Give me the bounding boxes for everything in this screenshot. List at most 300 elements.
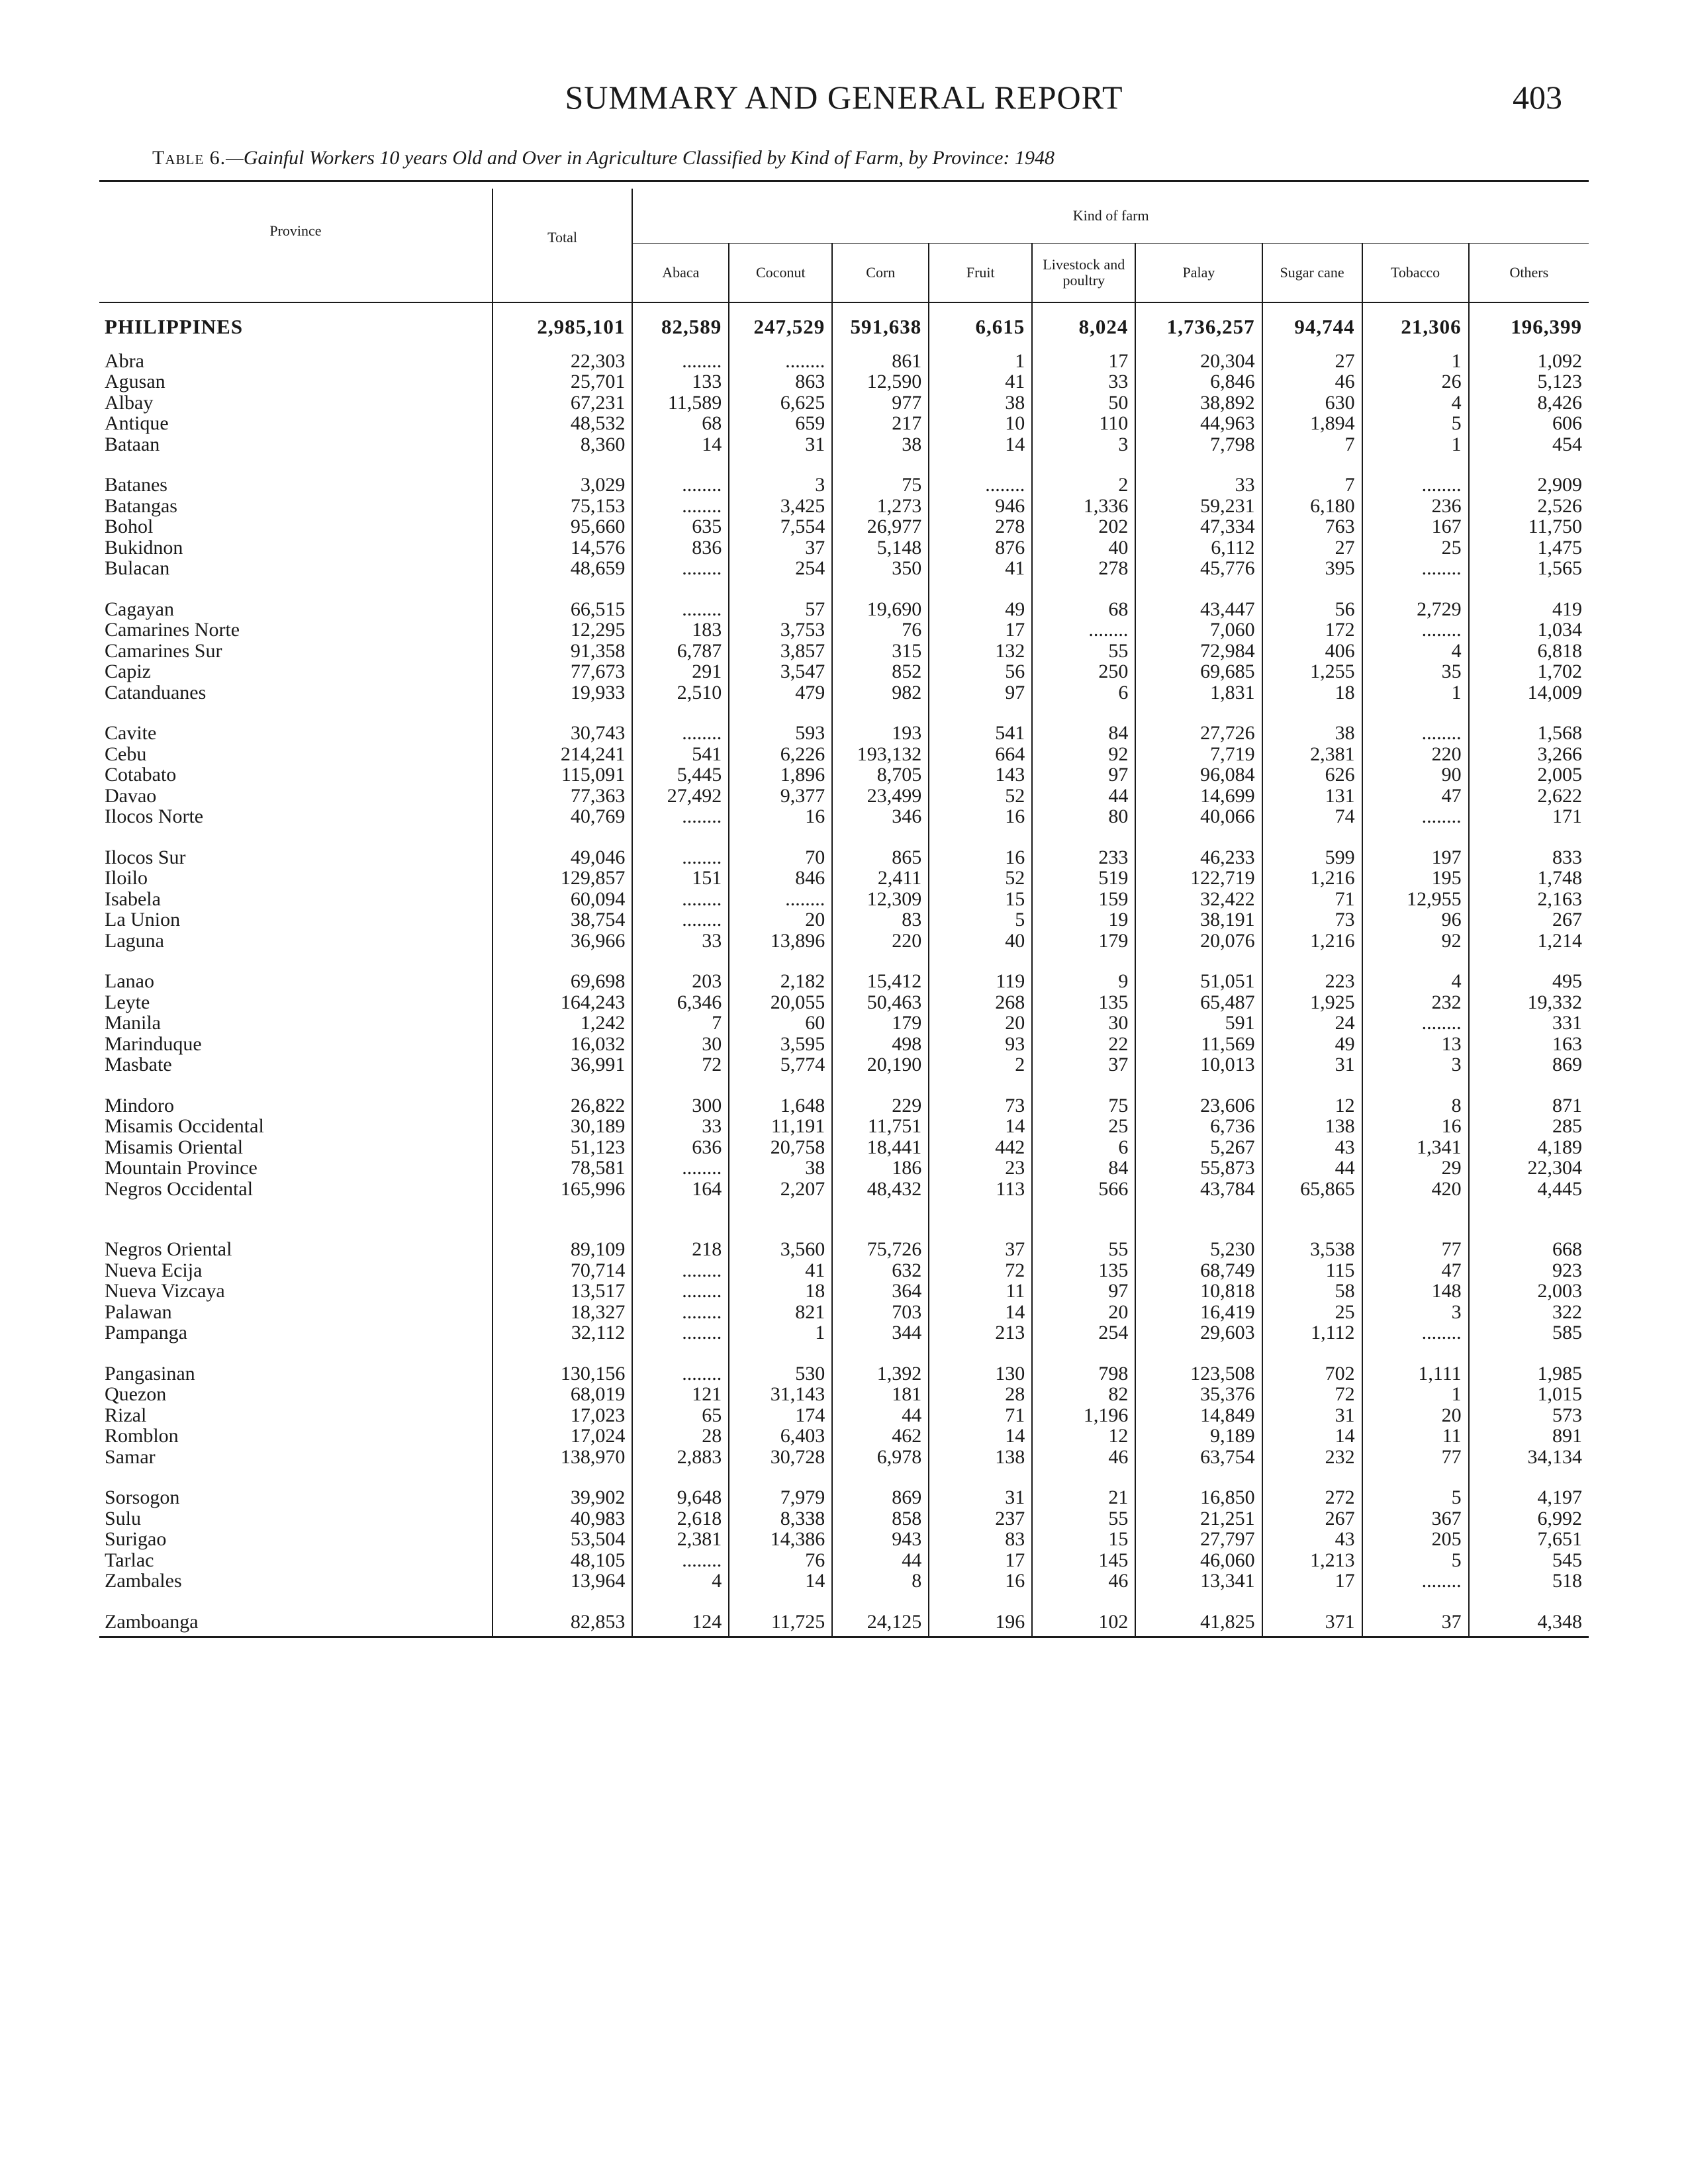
farm-count-cell: 763 <box>1262 516 1362 537</box>
farm-count-cell: 56 <box>1262 599 1362 620</box>
farm-count-cell: 40 <box>929 931 1032 952</box>
farm-count-cell: 846 <box>729 868 832 889</box>
farm-count-cell: 93 <box>929 1034 1032 1055</box>
total-cell: 70,714 <box>492 1260 632 1281</box>
farm-count-cell: 6 <box>1032 682 1135 704</box>
farm-count-cell: 205 <box>1362 1529 1469 1550</box>
farm-count-cell: 25 <box>1362 537 1469 559</box>
spacer-cell <box>99 1075 492 1095</box>
province-name: Zamboanga <box>99 1612 492 1637</box>
province-name: Marinduque <box>105 1032 202 1055</box>
farm-count-cell: ........ <box>1362 1322 1469 1343</box>
farm-count-cell: 77 <box>1362 1239 1469 1260</box>
farm-count-cell: 3,547 <box>729 661 832 682</box>
farm-count-cell: 11 <box>1362 1426 1469 1447</box>
farm-count-cell: 278 <box>929 516 1032 537</box>
farm-count-cell: 876 <box>929 537 1032 559</box>
farm-count-cell: 135 <box>1032 1260 1135 1281</box>
farm-count-cell: ........ <box>632 475 729 496</box>
farm-count-cell: ........ <box>632 1550 729 1571</box>
farm-count-cell: 138 <box>1262 1116 1362 1137</box>
farm-count-cell: 47 <box>1362 1260 1469 1281</box>
province-name: Quezon <box>105 1383 167 1405</box>
farm-count-cell: 220 <box>832 931 929 952</box>
farm-count-cell: ........ <box>632 889 729 910</box>
data-table <box>99 189 1589 1638</box>
farm-count-cell: 60 <box>729 1013 832 1034</box>
farm-count-cell: 2,526 <box>1469 496 1589 517</box>
farm-count-cell: 32,422 <box>1135 889 1262 910</box>
farm-count-cell: 55 <box>1032 1239 1135 1260</box>
spacer-cell <box>1469 1343 1589 1363</box>
province-name: Misamis Occidental <box>105 1115 264 1137</box>
farm-count-cell: 1,214 <box>1469 931 1589 952</box>
province-name: Capiz <box>105 660 151 682</box>
farm-count-cell: 1,648 <box>729 1095 832 1116</box>
farm-count-cell: 193 <box>832 723 929 744</box>
farm-count-cell: 7,651 <box>1469 1529 1589 1550</box>
farm-count-cell: 237 <box>929 1508 1032 1529</box>
total-cell: 75,153 <box>492 496 632 517</box>
farm-count-cell: ........ <box>632 1158 729 1179</box>
spacer-cell <box>1469 1199 1589 1239</box>
farm-count-cell: 6,615 <box>929 302 1032 351</box>
farm-count-cell: ........ <box>632 847 729 868</box>
province-name: Pangasinan <box>105 1362 195 1385</box>
farm-count-cell: 5 <box>1362 1550 1469 1571</box>
farm-count-cell: 573 <box>1469 1405 1589 1426</box>
total-cell: 214,241 <box>492 744 632 765</box>
farm-count-cell: 232 <box>1262 1447 1362 1468</box>
total-cell: 30,189 <box>492 1116 632 1137</box>
total-cell: 77,673 <box>492 661 632 682</box>
farm-count-cell: 50,463 <box>832 992 929 1013</box>
farm-count-cell: 121 <box>632 1384 729 1405</box>
farm-count-cell: 1,896 <box>729 764 832 786</box>
spacer-cell <box>99 827 492 847</box>
farm-count-cell: 44 <box>1262 1158 1362 1179</box>
spacer-cell <box>632 1075 729 1095</box>
farm-count-cell: 145 <box>1032 1550 1135 1571</box>
farm-count-cell: 4,445 <box>1469 1179 1589 1200</box>
farm-count-cell: 2,207 <box>729 1179 832 1200</box>
farm-count-cell: 10,013 <box>1135 1054 1262 1075</box>
total-cell: 25,701 <box>492 371 632 392</box>
total-cell: 78,581 <box>492 1158 632 1179</box>
farm-count-cell: 19,690 <box>832 599 929 620</box>
province-row <box>99 1116 1589 1137</box>
spacer-cell <box>929 827 1032 847</box>
kind-header-palay: Palay <box>1135 244 1262 303</box>
farm-count-cell: 591 <box>1135 1013 1262 1034</box>
farm-count-cell: 84 <box>1032 1158 1135 1179</box>
farm-count-cell: 44 <box>832 1550 929 1571</box>
spacer-cell <box>832 1343 929 1363</box>
farm-count-cell: 442 <box>929 1137 1032 1158</box>
total-cell: 18,327 <box>492 1302 632 1323</box>
spacer-cell <box>1032 1343 1135 1363</box>
farm-count-cell: 664 <box>929 744 1032 765</box>
farm-count-cell: 47 <box>1362 786 1469 807</box>
total-cell: 22,303 <box>492 351 632 372</box>
farm-count-cell: 545 <box>1469 1550 1589 1571</box>
farm-count-cell: 1,341 <box>1362 1137 1469 1158</box>
farm-count-cell: 865 <box>832 847 929 868</box>
farm-count-cell: 20,758 <box>729 1137 832 1158</box>
farm-count-cell: 17 <box>1262 1570 1362 1592</box>
group-spacer <box>99 579 1589 599</box>
farm-count-cell: 3,425 <box>729 496 832 517</box>
farm-count-cell: 630 <box>1262 392 1362 414</box>
farm-count-cell: 44,963 <box>1135 413 1262 434</box>
farm-count-cell: 4 <box>1362 971 1469 992</box>
total-cell: 165,996 <box>492 1179 632 1200</box>
farm-count-cell: 982 <box>832 682 929 704</box>
farm-count-cell: 593 <box>729 723 832 744</box>
province-name: Zambales <box>105 1570 182 1592</box>
farm-count-cell: 26 <box>1362 371 1469 392</box>
running-head <box>99 78 1589 124</box>
spacer-cell <box>1362 827 1469 847</box>
province-name: Bataan <box>105 433 160 455</box>
total-cell: 13,964 <box>492 1570 632 1592</box>
farm-count-cell: 2,381 <box>632 1529 729 1550</box>
farm-count-cell: 41 <box>729 1260 832 1281</box>
province-row <box>99 1322 1589 1343</box>
province-row <box>99 558 1589 579</box>
farm-count-cell: 196,399 <box>1469 302 1589 351</box>
farm-count-cell: 14,386 <box>729 1529 832 1550</box>
province-row <box>99 619 1589 641</box>
province-name: Bulacan <box>105 557 170 579</box>
spacer-cell <box>729 1199 832 1239</box>
spacer-cell <box>1135 1075 1262 1095</box>
farm-count-cell: 11,750 <box>1469 516 1589 537</box>
farm-count-cell: 171 <box>1469 806 1589 827</box>
farm-count-cell: ........ <box>632 351 729 372</box>
farm-count-cell: 71 <box>1262 889 1362 910</box>
spacer-cell <box>99 1592 492 1612</box>
farm-count-cell: 254 <box>729 558 832 579</box>
farm-count-cell: 70 <box>729 847 832 868</box>
farm-count-cell: 20 <box>729 909 832 931</box>
total-cell: 19,933 <box>492 682 632 704</box>
caption-label: Table 6. <box>152 147 226 169</box>
farm-count-cell: 419 <box>1469 599 1589 620</box>
farm-count-cell: 76 <box>832 619 929 641</box>
farm-count-cell: 97 <box>1032 1281 1135 1302</box>
province-row <box>99 1054 1589 1075</box>
spacer-cell <box>832 1199 929 1239</box>
spacer-cell <box>99 1343 492 1363</box>
province-name: Cagayan <box>105 598 174 620</box>
spacer-cell <box>1469 455 1589 475</box>
province-name: Masbate <box>105 1054 172 1075</box>
spacer-cell <box>1262 1343 1362 1363</box>
spacer-cell <box>492 1592 632 1612</box>
farm-count-cell: 27,726 <box>1135 723 1262 744</box>
farm-count-cell: 1,034 <box>1469 619 1589 641</box>
farm-count-cell: 55,873 <box>1135 1158 1262 1179</box>
province-name: Mountain Province <box>105 1157 258 1179</box>
province-name: Nueva Vizcaya <box>105 1280 225 1302</box>
farm-count-cell: 52 <box>929 786 1032 807</box>
farm-count-cell: 8,338 <box>729 1508 832 1529</box>
farm-count-cell: 1,702 <box>1469 661 1589 682</box>
province-row <box>99 1612 1589 1637</box>
farm-count-cell: 46,060 <box>1135 1550 1262 1571</box>
farm-count-cell: 44 <box>832 1405 929 1426</box>
spacer-cell <box>492 579 632 599</box>
farm-count-cell: 21,251 <box>1135 1508 1262 1529</box>
farm-count-cell: ........ <box>1362 558 1469 579</box>
farm-count-cell: 44 <box>1032 786 1135 807</box>
farm-count-cell: 90 <box>1362 764 1469 786</box>
farm-count-cell: 38 <box>729 1158 832 1179</box>
farm-count-cell: 52 <box>929 868 1032 889</box>
farm-count-cell: 1,015 <box>1469 1384 1589 1405</box>
farm-count-cell: 40,066 <box>1135 806 1262 827</box>
farm-count-cell: 59,231 <box>1135 496 1262 517</box>
spacer-cell <box>492 1199 632 1239</box>
farm-count-cell: 5 <box>1362 413 1469 434</box>
farm-count-cell: 946 <box>929 496 1032 517</box>
farm-count-cell: 33 <box>632 931 729 952</box>
farm-count-cell: 47,334 <box>1135 516 1262 537</box>
spacer-cell <box>1262 1075 1362 1095</box>
province-name: Palawan <box>105 1300 172 1323</box>
farm-count-cell: 163 <box>1469 1034 1589 1055</box>
spacer-cell <box>1469 951 1589 971</box>
farm-count-cell: 63,754 <box>1135 1447 1262 1468</box>
group-spacer <box>99 1592 1589 1612</box>
farm-count-cell: 65,865 <box>1262 1179 1362 1200</box>
farm-count-cell: 11,569 <box>1135 1034 1262 1055</box>
farm-count-cell: ........ <box>632 496 729 517</box>
farm-count-cell: 73 <box>929 1095 1032 1116</box>
province-row <box>99 806 1589 827</box>
spacer-cell <box>1135 579 1262 599</box>
farm-count-cell: 833 <box>1469 847 1589 868</box>
spacer-cell <box>1135 703 1262 723</box>
total-cell: 48,532 <box>492 413 632 434</box>
farm-count-cell: 1,111 <box>1362 1363 1469 1385</box>
province-name: Antique <box>105 412 169 434</box>
farm-count-cell: 183 <box>632 619 729 641</box>
spacer-cell <box>1032 1199 1135 1239</box>
farm-count-cell: 12,955 <box>1362 889 1469 910</box>
farm-count-cell: 23 <box>929 1158 1032 1179</box>
farm-count-cell: 46 <box>1032 1570 1135 1592</box>
farm-count-cell: 167 <box>1362 516 1469 537</box>
spacer-cell <box>1469 1592 1589 1612</box>
farm-count-cell: 2 <box>929 1054 1032 1075</box>
farm-count-cell: 4 <box>632 1570 729 1592</box>
province-name: La Union <box>105 909 181 931</box>
farm-count-cell: ........ <box>632 723 729 744</box>
spacer-cell <box>1135 1199 1262 1239</box>
farm-count-cell: 1,255 <box>1262 661 1362 682</box>
farm-count-cell: 1,196 <box>1032 1405 1135 1426</box>
farm-count-cell: 1 <box>729 1322 832 1343</box>
total-cell: 17,024 <box>492 1426 632 1447</box>
group-spacer <box>99 455 1589 475</box>
farm-count-cell: 852 <box>832 661 929 682</box>
farm-count-cell: 33 <box>1032 371 1135 392</box>
spacer-cell <box>1262 579 1362 599</box>
farm-count-cell: 20,190 <box>832 1054 929 1075</box>
farm-count-cell: 46 <box>1032 1447 1135 1468</box>
spacer-cell <box>632 951 729 971</box>
farm-count-cell: 45,776 <box>1135 558 1262 579</box>
spacer-cell <box>1032 1075 1135 1095</box>
province-row <box>99 1570 1589 1592</box>
farm-count-cell: 30 <box>632 1034 729 1055</box>
farm-count-cell: 530 <box>729 1363 832 1385</box>
spacer-cell <box>832 579 929 599</box>
farm-count-cell: 17 <box>929 1550 1032 1571</box>
province-row <box>99 847 1589 868</box>
spacer-cell <box>832 1592 929 1612</box>
spacer-cell <box>492 951 632 971</box>
total-cell: 2,985,101 <box>492 302 632 351</box>
farm-count-cell: 43,784 <box>1135 1179 1262 1200</box>
spacer-cell <box>929 1467 1032 1487</box>
total-cell: 13,517 <box>492 1281 632 1302</box>
province-row <box>99 537 1589 559</box>
farm-count-cell: 31 <box>1262 1405 1362 1426</box>
farm-count-cell: 2,510 <box>632 682 729 704</box>
kind-header-sugar-cane: Sugar cane <box>1262 244 1362 303</box>
province-name: Misamis Oriental <box>105 1136 244 1158</box>
farm-count-cell: 24 <box>1262 1013 1362 1034</box>
farm-count-cell: 6,992 <box>1469 1508 1589 1529</box>
province-row <box>99 1426 1589 1447</box>
farm-count-cell: 16,850 <box>1135 1487 1262 1508</box>
province-name: Mindoro <box>105 1094 174 1116</box>
farm-count-cell: 2,411 <box>832 868 929 889</box>
farm-count-cell: 213 <box>929 1322 1032 1343</box>
province-name: Cotabato <box>105 764 177 786</box>
farm-count-cell: 57 <box>729 599 832 620</box>
farm-count-cell: 7,060 <box>1135 619 1262 641</box>
farm-count-cell: 27,797 <box>1135 1529 1262 1550</box>
spacer-cell <box>1135 1343 1262 1363</box>
province-row <box>99 1137 1589 1158</box>
farm-count-cell: 30,728 <box>729 1447 832 1468</box>
farm-count-cell: 863 <box>729 371 832 392</box>
province-row <box>99 764 1589 786</box>
spacer-cell <box>729 1467 832 1487</box>
farm-count-cell: 291 <box>632 661 729 682</box>
farm-count-cell: 29 <box>1362 1158 1469 1179</box>
farm-count-cell: 636 <box>632 1137 729 1158</box>
farm-count-cell: 76 <box>729 1550 832 1571</box>
farm-count-cell: 3,857 <box>729 641 832 662</box>
farm-count-cell: 27 <box>1262 537 1362 559</box>
farm-count-cell: 13 <box>1362 1034 1469 1055</box>
farm-count-cell: 73 <box>1262 909 1362 931</box>
province-name: Albay <box>105 391 154 414</box>
farm-count-cell: 1,894 <box>1262 413 1362 434</box>
group-spacer <box>99 1343 1589 1363</box>
total-cell: 32,112 <box>492 1322 632 1343</box>
farm-count-cell: 6,346 <box>632 992 729 1013</box>
farm-count-cell: 420 <box>1362 1179 1469 1200</box>
province-name: Negros Oriental <box>105 1238 232 1260</box>
province-name: Sulu <box>105 1507 142 1529</box>
farm-count-cell: 203 <box>632 971 729 992</box>
farm-count-cell: ........ <box>929 475 1032 496</box>
farm-count-cell: 606 <box>1469 413 1589 434</box>
province-name: Rizal <box>105 1404 147 1426</box>
page-number: 403 <box>1513 79 1562 116</box>
farm-count-cell: 202 <box>1032 516 1135 537</box>
farm-count-cell: 232 <box>1362 992 1469 1013</box>
farm-count-cell: 186 <box>832 1158 929 1179</box>
spacer-cell <box>729 703 832 723</box>
farm-count-cell: 1,831 <box>1135 682 1262 704</box>
farm-count-cell: 19,332 <box>1469 992 1589 1013</box>
farm-count-cell: 20 <box>1362 1405 1469 1426</box>
spacer-cell <box>1362 951 1469 971</box>
farm-count-cell: 38,892 <box>1135 392 1262 414</box>
farm-count-cell: ........ <box>632 1260 729 1281</box>
farm-count-cell: 18 <box>1262 682 1362 704</box>
farm-count-cell: 3 <box>729 475 832 496</box>
farm-count-cell: 1,985 <box>1469 1363 1589 1385</box>
farm-count-cell: 315 <box>832 641 929 662</box>
farm-count-cell: 5 <box>1362 1487 1469 1508</box>
farm-count-cell: 75 <box>832 475 929 496</box>
province-row <box>99 1508 1589 1529</box>
total-cell: 130,156 <box>492 1363 632 1385</box>
farm-count-cell: 2,163 <box>1469 889 1589 910</box>
province-name: Bohol <box>105 516 154 537</box>
province-row <box>99 889 1589 910</box>
farm-count-cell: 7 <box>1262 434 1362 455</box>
farm-count-cell: 871 <box>1469 1095 1589 1116</box>
farm-count-cell: 138 <box>929 1447 1032 1468</box>
farm-count-cell: 83 <box>832 909 929 931</box>
farm-count-cell: 179 <box>832 1013 929 1034</box>
province-row <box>99 413 1589 434</box>
farm-count-cell: 37 <box>1032 1054 1135 1075</box>
farm-count-cell: 31 <box>1262 1054 1362 1075</box>
farm-count-cell: 229 <box>832 1095 929 1116</box>
farm-count-cell: 50 <box>1032 392 1135 414</box>
farm-count-cell: 97 <box>929 682 1032 704</box>
farm-count-cell: 1,092 <box>1469 351 1589 372</box>
spacer-cell <box>632 827 729 847</box>
farm-count-cell: 20 <box>929 1013 1032 1034</box>
farm-count-cell: 498 <box>832 1034 929 1055</box>
farm-count-cell: 11,751 <box>832 1116 929 1137</box>
farm-count-cell: 14,849 <box>1135 1405 1262 1426</box>
farm-count-cell: 37 <box>1362 1612 1469 1637</box>
spacer-cell <box>832 455 929 475</box>
farm-count-cell: 9,648 <box>632 1487 729 1508</box>
farm-count-cell: 5 <box>929 909 1032 931</box>
farm-count-cell: 943 <box>832 1529 929 1550</box>
spacer-cell <box>1362 703 1469 723</box>
province-row <box>99 1487 1589 1508</box>
farm-count-cell: 267 <box>1262 1508 1362 1529</box>
total-cell: 66,515 <box>492 599 632 620</box>
farm-count-cell: 632 <box>832 1260 929 1281</box>
farm-count-cell: 7 <box>632 1013 729 1034</box>
province-name: Bukidnon <box>105 536 183 559</box>
